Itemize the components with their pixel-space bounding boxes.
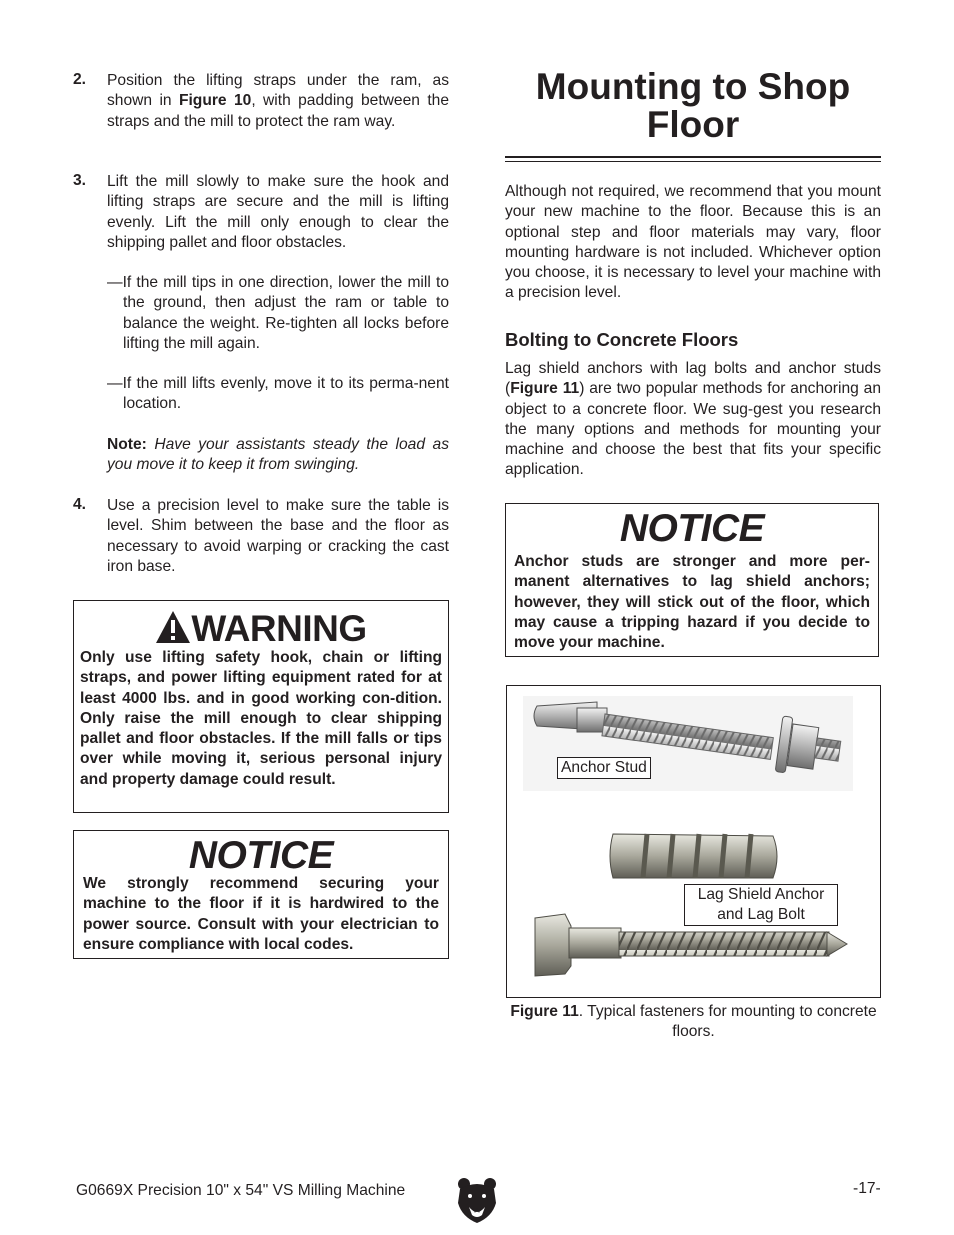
lag-shield-label-line-1: Lag Shield Anchor [697, 886, 825, 903]
note-label: Note: [107, 436, 147, 453]
step-3-bullet-2: —If the mill lifts evenly, move it to its perma-nent location. [107, 375, 449, 413]
figure-11-caption-label: Figure 11 [510, 1003, 579, 1020]
anchor-stud-label: Anchor Stud [557, 757, 651, 779]
lag-shield-anchor-image [610, 834, 777, 878]
warning-box [73, 600, 449, 813]
notice-text-right: Anchor studs are stronger and more per-manent alternatives to lag shield anchors; however, they will stick out of the floor, which may cause a tripping hazard if you decide to move your machine. [514, 553, 870, 652]
intro-paragraph: Although not required, we recommend that you mount your new machine to the floor. Because this is an optional step and floor materials may vary, floor mounting hardware is not included. Whichever option you choose, it is necessary to level your machine with a precision level. [505, 183, 881, 302]
section-heading: Bolting to Concrete Floors [505, 329, 739, 350]
bolting-text-b: ) are two popular methods for anchoring an object to a concrete floor. We sug-gest you research the many options and methods for mounting your machine and choose the best that fits your specific application. [505, 380, 881, 479]
fasteners-illustration [507, 686, 879, 996]
step-2-number: 2. [73, 71, 87, 88]
warning-heading-text: WARNING [191, 608, 367, 649]
warning-heading [74, 609, 448, 649]
step-4-number: 4. [73, 496, 87, 513]
notice-box-right [505, 503, 879, 657]
step-2-text-a: Position the lifting straps under the ram, as shown in [107, 72, 449, 110]
figure-11-box [506, 685, 881, 998]
step-3-note [107, 435, 449, 476]
lag-shield-label [684, 884, 838, 926]
step-2-text-b: , with padding between the straps and the mill to protect the ram way. [107, 92, 449, 130]
figure-10-ref: Figure 10 [178, 92, 252, 110]
notice-heading-right: NOTICE [619, 507, 765, 550]
lag-shield-label-line-2: and Lag Bolt [717, 906, 805, 923]
bolting-paragraph [505, 359, 881, 481]
page-title-line-2: Floor [646, 104, 740, 145]
title-rule-thin [505, 161, 881, 162]
figure-11-caption-text: . Typical fasteners for mounting to concrete floors. [578, 1003, 877, 1041]
page-number: -17- [853, 1180, 881, 1197]
warning-text: Only use lifting safety hook, chain or lifting straps, and power lifting equipment rated for at least 4000 lbs. and in good working con-dition. Only raise the mill enough to clear shipping pallet and floor obstacles. If the mill falls or tips over while moving it, serious personal injury and property damage could result. [80, 649, 442, 788]
footer-title: G0669X Precision 10" x 54" VS Milling Machine [76, 1182, 406, 1199]
step-2-text [107, 71, 449, 132]
figure-11-caption [506, 1002, 881, 1043]
notice-box-left [73, 830, 449, 959]
bolting-text-a: Lag shield anchors with lag bolts and anchor studs ( [505, 360, 881, 398]
warning-triangle-icon [155, 610, 191, 644]
figure-11-ref: Figure 11 [510, 380, 580, 398]
step-3-text: Lift the mill slowly to make sure the hook and lifting straps are secure and the mill is lifting evenly. Lift the mill only enough to clear the shipping pallet and floor obstacles. [107, 173, 449, 251]
notice-heading-left: NOTICE [188, 834, 334, 877]
note-text: Have your assistants steady the load as you move it to keep it from swinging. [107, 436, 449, 474]
title-rule [505, 156, 881, 158]
bear-head-logo-icon [456, 1177, 498, 1223]
step-4-text: Use a precision level to make sure the table is level. Shim between the base and the floor as necessary to avoid warping or cracking the cast iron base. [107, 497, 449, 575]
page-title-line-1: Mounting to Shop [535, 66, 851, 107]
page-title [505, 68, 881, 144]
step-3-bullet-1: —If the mill tips in one direction, lower the mill to the ground, then adjust the ram or table to balance the weight. Re-tighten all locks before lifting the mill again. [107, 274, 449, 352]
notice-text-left: We strongly recommend securing your machine to the floor if it is hardwired to the power source. Consult with your electrician to ensure compliance with local codes. [83, 875, 439, 953]
step-3-number: 3. [73, 172, 87, 189]
